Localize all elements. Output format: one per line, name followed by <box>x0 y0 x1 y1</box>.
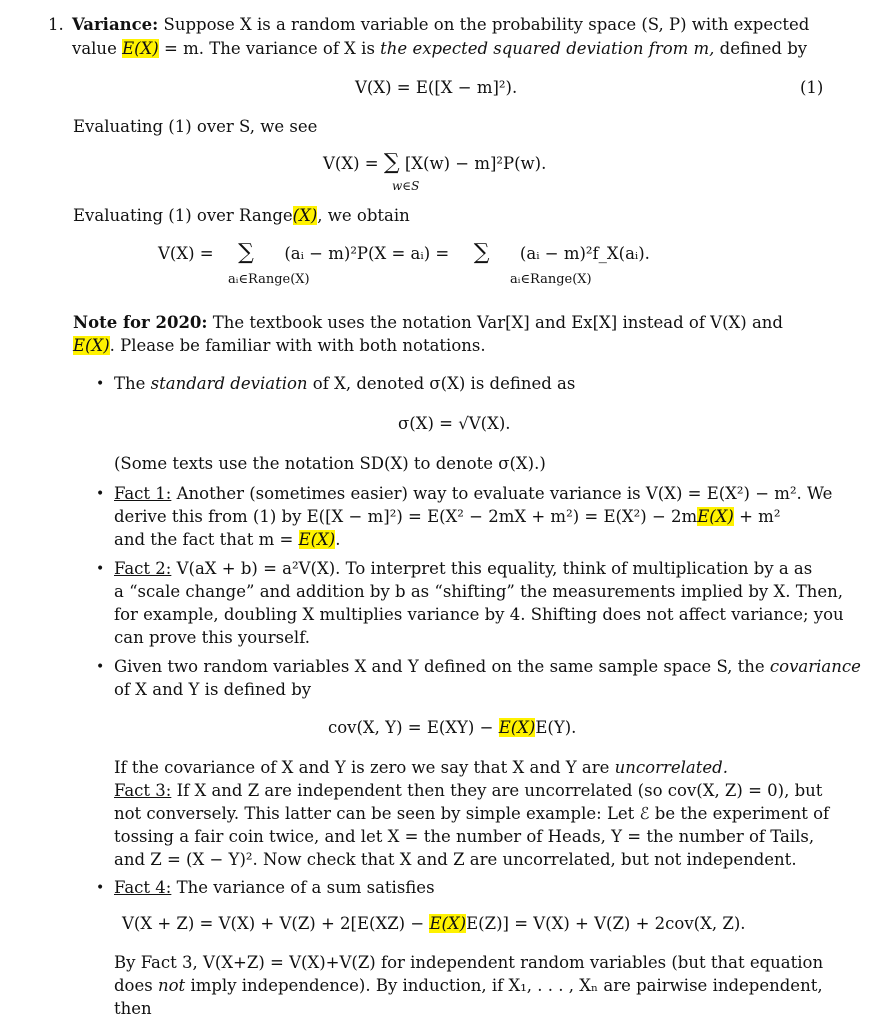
covariance-line-2: of X and Y is defined by <box>114 680 312 699</box>
fact-1-line-1: Fact 1: Another (sometimes easier) way to evaluate variance is V(X) = E(X²) − m². We <box>114 484 833 503</box>
fact-4-label: Fact 4: <box>114 878 172 897</box>
fact-2-line-1: Fact 2: V(aX + b) = a²V(X). To interpret this equality, think of multiplication by a as <box>114 559 813 578</box>
fact-2-line-4: can prove this yourself. <box>114 628 310 647</box>
bottom-line-3: then <box>114 999 152 1018</box>
covariance-line-1: Given two random variables X and Y defined on the same sample space S, the covariance <box>114 657 861 676</box>
fact-2-line-2: a “scale change” and addition by b as “shifting” the measurements implied by X. Then, <box>114 582 843 601</box>
fact-3-line-3: tossing a fair coin twice, and let X = the number of Heads, Y = the number of Tails, <box>114 827 815 846</box>
highlight-ex: E(X) <box>429 914 467 933</box>
highlight-ex: E(X) <box>298 530 336 549</box>
highlight-ex: E(X) <box>697 507 734 526</box>
sum-symbol: ∑ <box>383 150 400 175</box>
fact-4-equation: V(X + Z) = V(X) + V(Z) + 2[E(XZ) − E(X)E(Z)] = V(X) + V(Z) + 2cov(X, Z). <box>122 914 746 933</box>
fact-2-line-3: for example, doubling X multiplies variance by 4. Shifting does not affect variance; you <box>114 605 844 624</box>
bottom-line-2: does not imply independence). By induction, if X₁, . . . , Xₙ are pairwise independent, <box>114 976 823 995</box>
item-number: 1. <box>48 15 64 34</box>
equation-3: V(X) = ∑ (aᵢ − m)²P(X = aᵢ) = ∑ (aᵢ − m)²f_X(aᵢ). <box>158 240 650 265</box>
equation-1-number: (1) <box>800 78 824 97</box>
fact-1-line-2: derive this from (1) by E([X − m]²) = E(X² − 2mX + m²) = E(X²) − 2mE(X) + m² <box>114 507 781 526</box>
bottom-line-1: By Fact 3, V(X+Z) = V(X)+V(Z) for independent random variables (but that equation <box>114 953 824 972</box>
highlight-ex: E(X) <box>73 336 110 355</box>
note-line-1: Note for 2020: The textbook uses the notation Var[X] and Ex[X] instead of V(X) and <box>73 313 783 332</box>
fact-3-label: Fact 3: <box>114 781 172 800</box>
highlight-range-x: (X) <box>292 206 318 225</box>
note-line-2: E(X). Please be familiar with with both notations. <box>73 336 486 355</box>
fact-4-line-1: Fact 4: The variance of a sum satisfies <box>114 878 435 897</box>
sd-definition: The standard deviation of X, denoted σ(X) is defined as <box>114 374 576 393</box>
variance-intro-line-1: Variance: Suppose X is a random variable on the probability space (S, P) with expected <box>72 15 810 34</box>
note-title: Note for 2020: <box>73 313 208 332</box>
fact-3-line-4: and Z = (X − Y)². Now check that X and Z are uncorrelated, but not independent. <box>114 850 797 869</box>
bullet-icon: • <box>96 376 105 392</box>
variance-intro-line-2: value E(X) = m. The variance of X is the expected squared deviation from m, defined by <box>72 39 808 58</box>
bullet-icon: • <box>96 486 105 502</box>
equation-3-subscript-1: aᵢ∈Range(X) <box>228 272 310 287</box>
highlight-ex: E(X) <box>122 39 159 58</box>
sd-note: (Some texts use the notation SD(X) to denote σ(X).) <box>114 454 546 473</box>
bullet-icon: • <box>96 659 105 675</box>
sum-symbol: ∑ <box>238 240 254 265</box>
fact-1-line-3: and the fact that m = E(X). <box>114 530 341 549</box>
bullet-icon: • <box>96 880 105 896</box>
variance-title: Variance: <box>72 15 159 34</box>
eval-over-s: Evaluating (1) over S, we see <box>73 117 318 136</box>
equation-3-subscript-2: aᵢ∈Range(X) <box>510 272 592 287</box>
sum-symbol: ∑ <box>473 240 490 265</box>
sd-equation: σ(X) = √V(X). <box>398 414 511 433</box>
equation-2: V(X) = ∑ [X(w) − m]²P(w). <box>323 150 547 175</box>
equation-1: V(X) = E([X − m]²). <box>355 78 518 97</box>
fact-3-line-1: Fact 3: If X and Z are independent then they are uncorrelated (so cov(X, Z) = 0), but <box>114 781 823 800</box>
equation-2-subscript: w∈S <box>392 179 420 193</box>
uncorrelated-definition: If the covariance of X and Y is zero we say that X and Y are uncorrelated. <box>114 758 728 777</box>
highlight-ex: E(X) <box>498 718 536 737</box>
fact-1-label: Fact 1: <box>114 484 172 503</box>
covariance-equation: cov(X, Y) = E(XY) − E(X)E(Y). <box>328 718 577 737</box>
fact-2-label: Fact 2: <box>114 559 172 578</box>
bullet-icon: • <box>96 561 105 577</box>
eval-over-range: Evaluating (1) over Range(X), we obtain <box>73 206 410 225</box>
fact-3-line-2: not conversely. This latter can be seen by simple example: Let ℰ be the experiment of <box>114 804 830 823</box>
